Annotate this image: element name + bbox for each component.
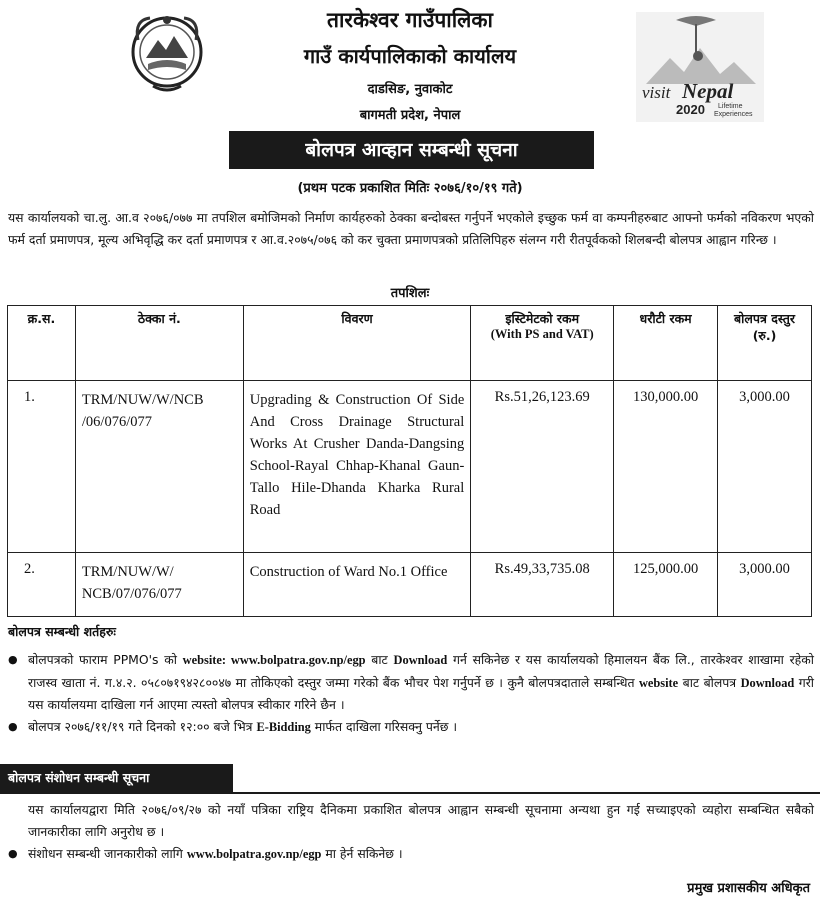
notice-title: बोलपत्र आव्हान सम्बन्धी सूचना: [229, 131, 594, 169]
divider: [0, 792, 820, 794]
col-header-sn: क्र.स.: [8, 306, 76, 381]
conditions-list: [8, 649, 814, 738]
amendment-heading: बोलपत्र संशोधन सम्बन्धी सूचना: [0, 764, 233, 792]
details-heading: तपशिलः: [390, 286, 430, 301]
visit-nepal-2020-logo: [636, 12, 764, 122]
col-header-description: विवरण: [243, 306, 471, 381]
estimate-label: इस्टिमेटको रकम: [505, 311, 580, 326]
table-row: [8, 381, 812, 553]
table-header-row: [8, 306, 812, 381]
row-deposit: 130,000.00: [614, 381, 718, 553]
estimate-note: (With PS and VAT): [490, 327, 594, 341]
amendment-list: [8, 843, 814, 866]
col-header-contract: ठेक्का नं.: [75, 306, 243, 381]
col-header-fee: बोलपत्र दस्तुर (रु.): [718, 306, 812, 381]
municipality-name: तारकेश्वर गाउँपालिका: [326, 8, 493, 32]
nepal-emblem-icon: [128, 10, 206, 94]
svg-text:2020: 2020: [676, 102, 705, 117]
publication-date: (प्रथम पटक प्रकाशित मितिः २०७६/१०/१९ गते): [297, 181, 523, 196]
signatory: प्रमुख प्रशासकीय अधिकृत: [687, 881, 810, 896]
svg-text:visit: visit: [642, 83, 671, 102]
egp-website: www.bolpatra.gov.np/egp: [186, 847, 322, 861]
list-item: ● बोलपत्र २०७६/११/१९ गते दिनको १२:०० बजे भित्र E-Bidding मार्फत दाखिला गरिसक्नु पर्नेछ ।: [8, 716, 814, 739]
col-header-estimate: [471, 306, 614, 381]
table-row: [8, 553, 812, 617]
row-description: Construction of Ward No.1 Office: [243, 553, 471, 617]
amendment-paragraph: यस कार्यालयद्वारा मिति २०७६/०९/२७ को नयाँ पत्रिका राष्ट्रिय दैनिकमा प्रकाशित बोलपत्र आह्वान सम्बन्धी सूचनामा अन्यथा हुन गई सच्याइएको व्यहोरा सम्बन्धित सबैको जानकारीका लागि अनुरोध छ ।: [28, 802, 814, 839]
row-fee: 3,000.00: [718, 381, 812, 553]
row-sn: 2.: [8, 553, 76, 617]
conditions-heading: बोलपत्र सम्बन्धी शर्तहरुः: [8, 624, 116, 639]
row-fee: 3,000.00: [718, 553, 812, 617]
row-estimate: Rs.49,33,735.08: [471, 553, 614, 617]
ppmo-website: website: www.bolpatra.gov.np/egp: [182, 653, 366, 667]
row-sn: 1.: [8, 381, 76, 553]
list-item: ● संशोधन सम्बन्धी जानकारीको लागि www.bolpatra.gov.np/egp मा हेर्न सकिनेछ ।: [8, 843, 814, 866]
row-estimate: Rs.51,26,123.69: [471, 381, 614, 553]
row-description: Upgrading & Construction Of Side And Cross Drainage Structural Works At Crusher Danda-Dangsing School-Rayal Chhap-Khanal Gaun-Tallo Hile-Dhanda Kharka Rural Road: [243, 381, 471, 553]
row-contract: TRM/NUW/W/NCB /06/076/077: [75, 381, 243, 553]
svg-text:Nepal: Nepal: [682, 79, 734, 103]
row-contract: TRM/NUW/W/ NCB/07/076/077: [75, 553, 243, 617]
office-address: दाडसिङ, नुवाकोट: [367, 82, 453, 97]
office-province: बागमती प्रदेश, नेपाल: [359, 108, 461, 123]
row-deposit: 125,000.00: [614, 553, 718, 617]
list-item: ● बोलपत्रको फाराम PPMO's को website: www.bolpatra.gov.np/egp बाट Download गर्न सकिनेछ र यस कार्यालयको हिमालयन बैंक लि., तारकेश्वर शाखामा रहेको राजस्व खाता नं. ग.४.२. ०५८०७१९४२८००४७ मा तोकिएको दस्तुर जम्मा गरेको बैंक भौचर पेश गर्नुपर्ने छ । कुनै बोलपत्रदाताले सम्बन्धित website बाट बोलपत्र Download गरी यस कार्यालयमा दाखिला गर्न आएमा त्यस्तो बोलपत्र स्वीकार गरिने छैन ।: [8, 649, 814, 716]
intro-paragraph: यस कार्यालयको चा.लु. आ.व २०७६/०७७ मा तपशिल बमोजिमको निर्माण कार्यहरुको ठेक्का बन्दोबस्त गर्नुपर्ने भएकोले इच्छुक फर्म वा कम्पनीहरुबाट आफ्नो फर्मको नविकरण भएको फर्म दर्ता प्रमाणपत्र, मूल्य अभिवृद्धि कर दर्ता प्रमाणपत्र र आ.व.२०७५/०७६ को कर चुक्ता प्रमाणपत्रको प्रतिलिपिहरु संलग्न गरी रीतपूर्वकको शिलबन्दी बोलपत्र आह्वान गरिन्छ ।: [8, 210, 814, 247]
office-name: गाउँ कार्यपालिकाको कार्यालय: [303, 44, 517, 68]
col-header-deposit: धरौटी रकम: [614, 306, 718, 381]
svg-text:Experiences: Experiences: [714, 111, 753, 118]
works-table: [7, 305, 812, 617]
svg-text:Lifetime: Lifetime: [718, 103, 743, 110]
